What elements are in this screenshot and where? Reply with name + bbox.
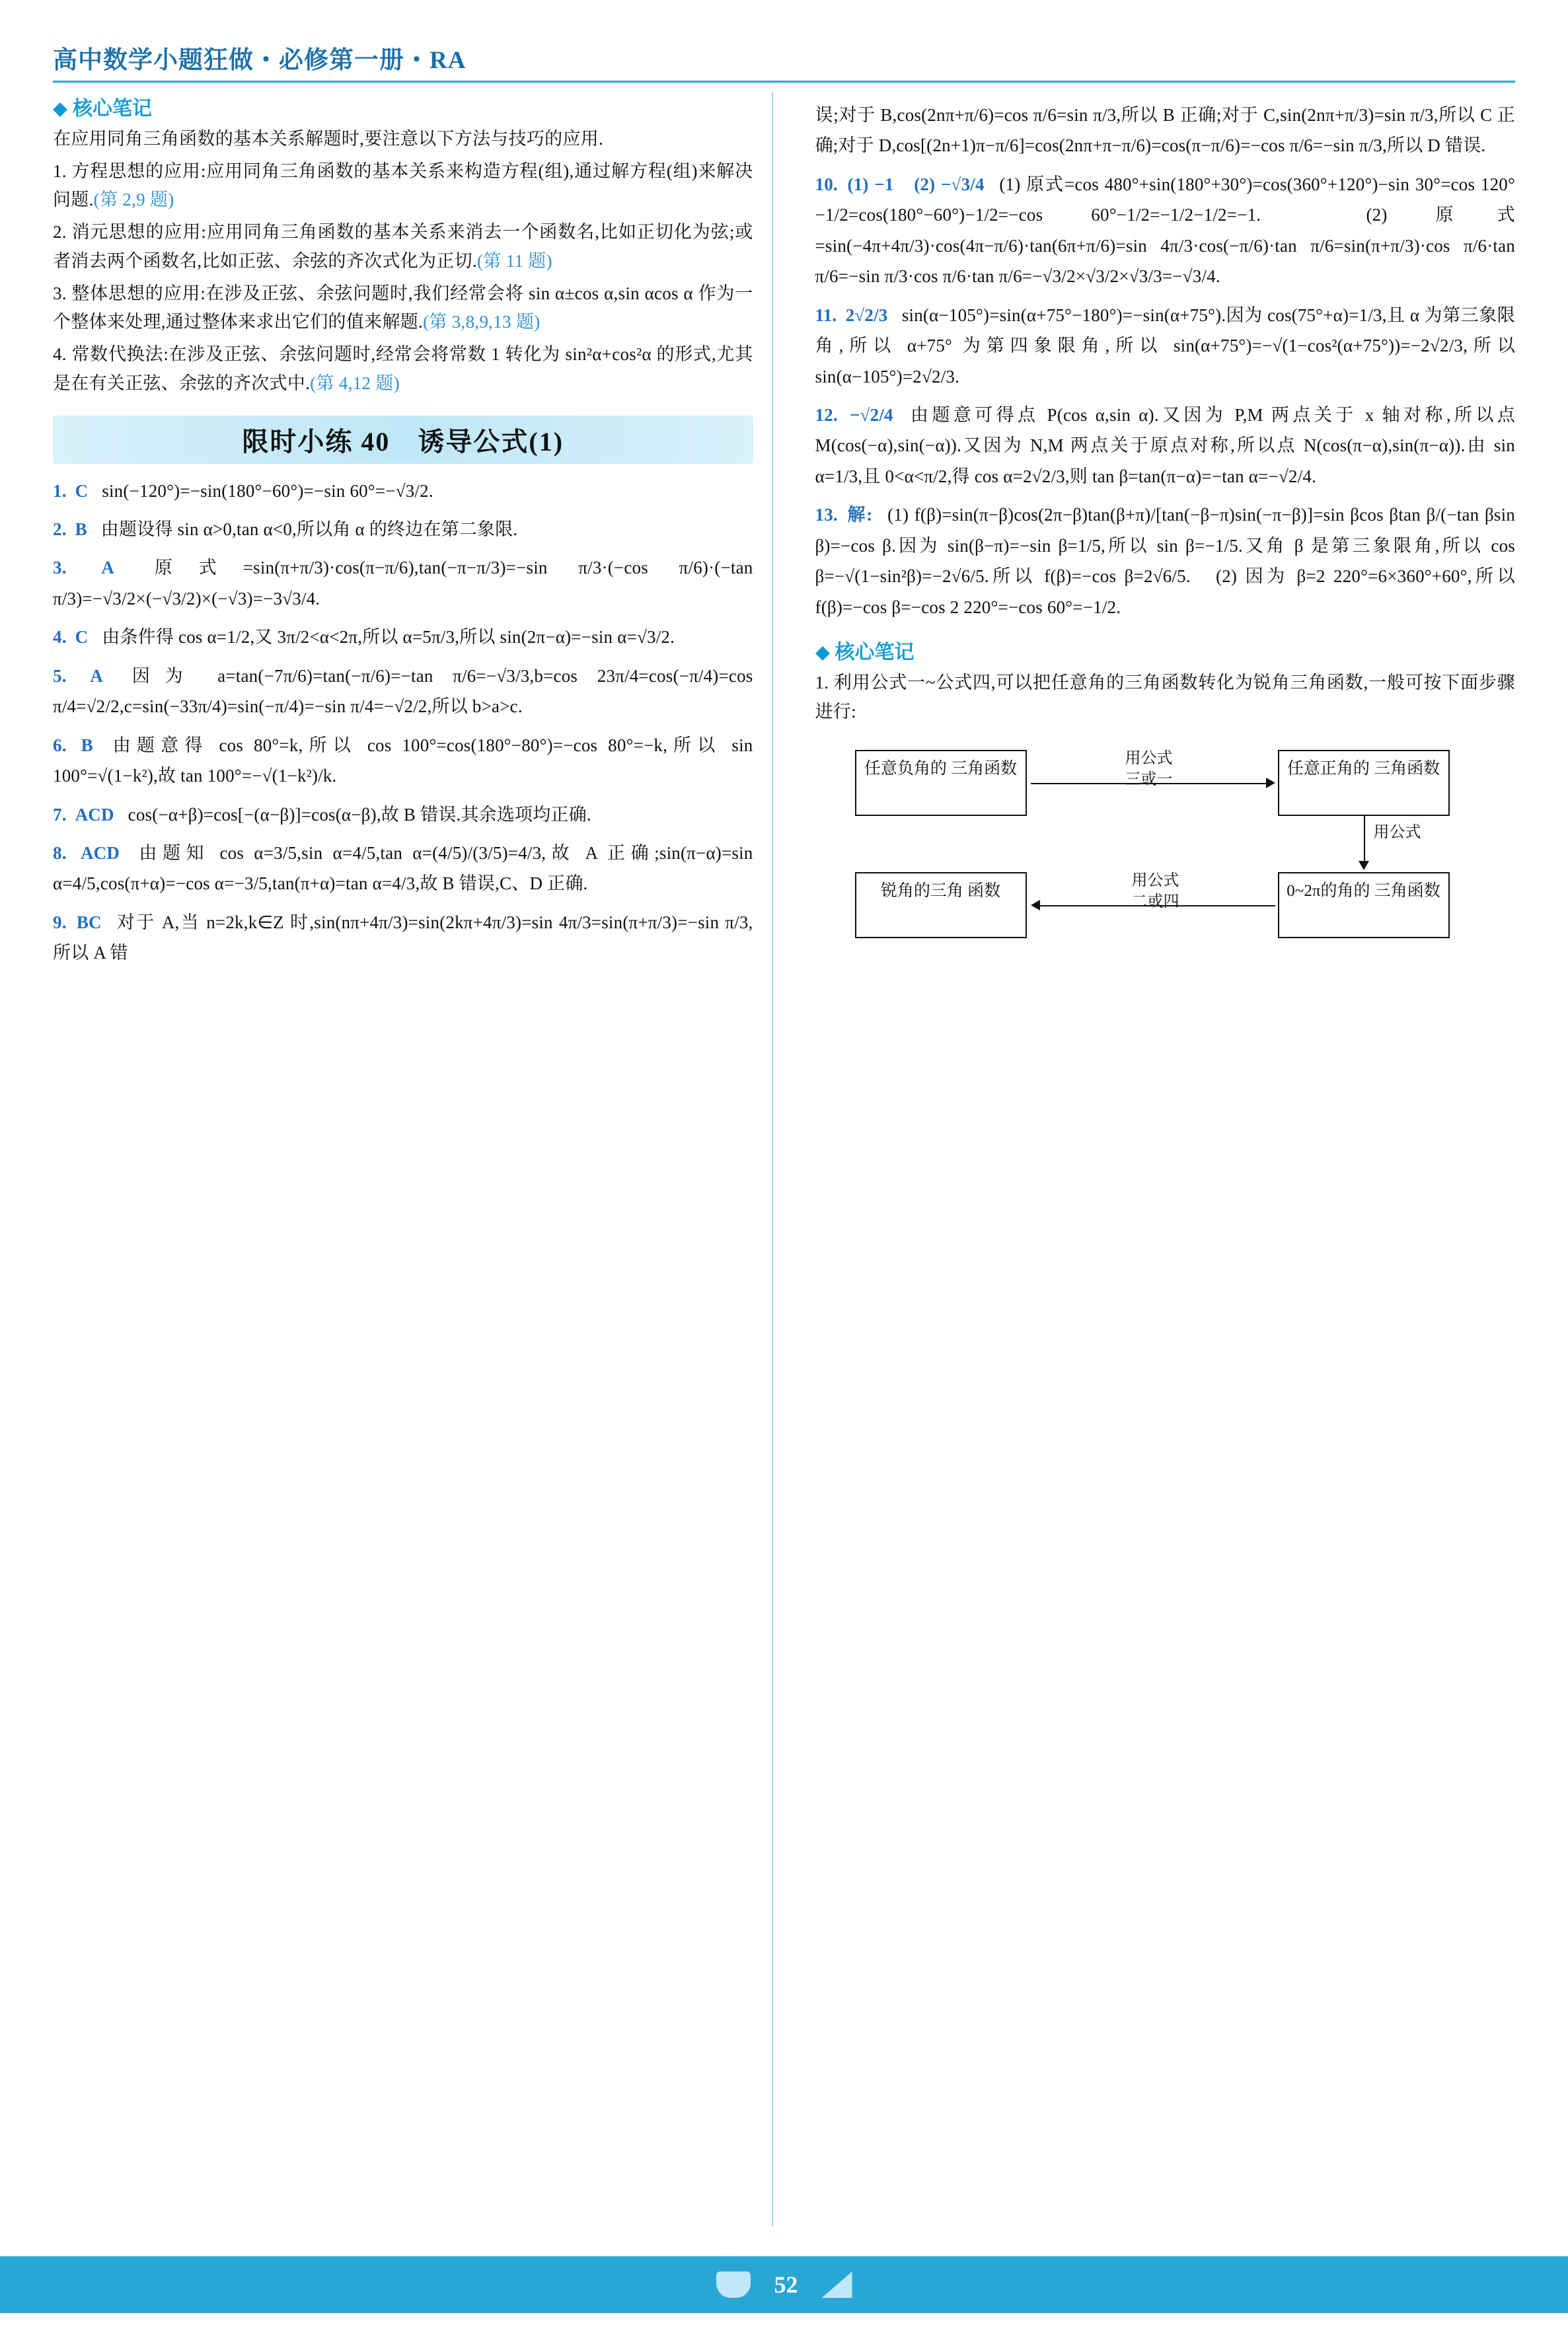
answer-key: A — [101, 558, 115, 578]
answer-text: 因为 a=tan(−7π/6)=tan(−π/6)=−tan π/6=−√3/3,b=cos 23π/4=cos(−π/4)=cos π/4=√2/2,c=sin(−33π/4)=sin(−π/4)=−sin π/4=−√2/2,所以 b>a>c. — [53, 665, 753, 717]
flow-label-3 — [1073, 871, 1238, 912]
two-column-body — [53, 92, 1515, 2226]
core-note-header-2 — [815, 636, 1516, 665]
answer-text: 对于 A,当 n=2k,k∈Z 时,sin(nπ+4π/3)=sin(2kπ+4π/3)=sin 4π/3=sin(π+π/3)=−sin π/3,所以 A 错 — [53, 912, 753, 963]
answer-item — [53, 838, 753, 899]
note-paragraph: 1. 方程思想的应用:应用同角三角函数的基本关系来构造方程(组),通过解方程(组)来解决问题.(第 2,9 题) — [53, 161, 753, 210]
answer-text: 由题意得 cos 80°=k,所以 cos 100°=cos(180°−80°)=−cos 80°=−k,所以 sin 100°=√(1−k²),故 tan 100°=−√(1−k²)/k. — [53, 735, 753, 786]
flowchart — [815, 737, 1516, 955]
answer-number: 1. — [53, 480, 67, 501]
answer-text: 由题设得 sin α>0,tan α<0,所以角 α 的终边在第二象限. — [100, 519, 518, 540]
note-paragraph: 4. 常数代换法:在涉及正弦、余弦问题时,经常会将常数 1 转化为 sin²α+cos²α 的形式,尤其是在有关正弦、余弦的齐次式中.(第 4,12 题) — [53, 344, 753, 393]
answer-key: C — [75, 480, 89, 501]
note-paragraph: 1. 利用公式一~公式四,可以把任意角的三角函数转化为锐角三角函数,一般可按下面步骤进行: — [815, 673, 1515, 721]
flow-label-1 — [1066, 749, 1232, 790]
section-title: 限时小练 40 诱导公式(1) — [53, 416, 753, 464]
answer-item — [53, 476, 753, 506]
answer-item — [815, 400, 1516, 492]
page-footer — [0, 2256, 1568, 2313]
note-paragraph: 3. 整体思想的应用:在涉及正弦、余弦问题时,我们经常会将 sin α±cos α,sin αcos α 作为一个整体来处理,通过整体来求出它们的值来解题.(第 3,8,9,13 题) — [53, 283, 753, 332]
answer-item — [815, 169, 1516, 292]
answer-text: (1) 原式=cos 480°+sin(180°+30°)=cos(360°+120°)−sin 30°=cos 120°−1/2=cos(180°−60°)−1/2=−cos 60°−1/2=−1/2−1/2=−1. (2) 原式=sin(−4π+4π/3)·cos(4π−π/6)·tan(6π+π/6)=sin 4π/3·cos(−π/6)·tan π/6=sin(π+π/3)·cos π/6·tan π/6=−sin π/3·cos π/6·tan π/6=−√3/2×√3/2×√3/3=−√3/4. — [815, 174, 1515, 287]
flow-arrow-head-3 — [1031, 900, 1040, 910]
answer-number: 10. — [815, 174, 838, 194]
core-note-header — [53, 92, 753, 121]
wave-icon — [716, 2271, 751, 2298]
flow-box-negative-angle: 任意负角的 三角函数 — [855, 750, 1027, 816]
answer-item — [53, 907, 753, 969]
page-number: 52 — [774, 2271, 798, 2298]
flow-label-2: 用公式 — [1373, 824, 1421, 842]
answer-text: 由题知 cos α=3/5,sin α=4/5,tan α=(4/5)/(3/5)=4/3,故 A 正确;sin(π−α)=sin α=4/5,cos(π+α)=−cos α=−3/5,tan(π+α)=tan α=4/3,故 B 错误,C、D 正确. — [53, 842, 753, 894]
core-note-body — [53, 125, 753, 398]
answer-number: 12. — [815, 404, 838, 425]
core-note-title-2: 核心笔记 — [835, 642, 915, 663]
answer-item — [53, 622, 753, 652]
answer-number: 9. — [53, 912, 67, 932]
left-column — [53, 92, 773, 2226]
answer-text: cos(−α+β)=cos[−(α−β)]=cos(α−β),故 B 错误.其余选项均正确. — [128, 804, 591, 825]
answer-number: 13. — [815, 505, 838, 525]
right-column — [809, 92, 1516, 2226]
note-ref: (第 2,9 题) — [93, 190, 174, 210]
answer-key: B — [75, 519, 87, 540]
answer-number: 6. — [53, 735, 67, 755]
flow-box-positive-angle: 任意正角的 三角函数 — [1278, 750, 1450, 816]
diamond-icon — [815, 639, 830, 653]
core-note-title: 核心笔记 — [73, 98, 152, 120]
note-paragraph: 2. 消元思想的应用:应用同角三角函数的基本关系来消去一个函数名,比如正切化为弦;或者消去两个函数名,比如正弦、余弦的齐次式化为正切.(第 11 题) — [53, 222, 753, 271]
answer-item — [53, 661, 753, 722]
answer-key: BC — [76, 912, 102, 932]
answer-text: 原式=sin(π+π/3)·cos(π−π/6),tan(−π−π/3)=−sin π/3·(−cos π/6)·(−tan π/3)=−√3/2×(−√3/2)×(−√3)=−3√3/4. — [53, 558, 753, 609]
note-ref: (第 3,8,9,13 题) — [423, 312, 541, 332]
flow-label-3-line2: 二或四 — [1131, 893, 1179, 910]
book-title: 高中数学小题狂做・必修第一册・RA — [53, 47, 467, 74]
answer-key: C — [75, 627, 89, 647]
answer-key: 解: — [847, 505, 873, 525]
answer-item — [53, 799, 753, 830]
answer-number: 11. — [815, 305, 837, 325]
note-paragraph: 在应用同角三角函数的基本关系解题时,要注意以下方法与技巧的应用. — [53, 129, 604, 149]
flow-box-0-2pi-angle: 0~2π的角的 三角函数 — [1278, 872, 1450, 938]
answer-item — [53, 730, 753, 792]
flow-label-3-line1: 用公式 — [1131, 872, 1179, 890]
answer-item — [53, 514, 753, 544]
answer-text: 由题意可得点 P(cos α,sin α).又因为 P,M 两点关于 x 轴对称,所以点 M(cos(−α),sin(−α)).又因为 N,M 两点关于原点对称,所以点 N(cos(π−α),sin(π−α)).由 sin α=1/3,且 0<α<π/2,得 cos α=2√2/3,则 tan β=tan(π−α)=−tan α=−√2/4. — [815, 404, 1516, 486]
answer-key: −√2/4 — [850, 404, 893, 425]
note-ref: (第 4,12 题) — [310, 373, 400, 393]
answer-number: 7. — [53, 804, 67, 825]
answer-item — [815, 300, 1516, 392]
answer-key: ACD — [80, 842, 120, 863]
answer-number: 3. — [53, 558, 67, 578]
answer-item — [815, 499, 1516, 622]
answer-key: B — [81, 735, 93, 755]
answer-key: 2√2/3 — [845, 305, 888, 325]
answer-key: (1) −1 (2) −√3/4 — [847, 174, 985, 194]
answer-number: 4. — [53, 627, 67, 647]
answer-text: 由条件得 cos α=1/2,又 3π/2<α<2π,所以 α=5π/3,所以 sin(2π−α)=−sin α=√3/2. — [102, 627, 675, 647]
answer-key: A — [90, 665, 104, 686]
answer-item — [53, 552, 753, 614]
diamond-icon — [53, 95, 67, 110]
flow-arrow-head-1 — [1266, 778, 1275, 788]
answer-number: 5. — [53, 665, 67, 686]
answer-continuation: 误;对于 B,cos(2nπ+π/6)=cos π/6=sin π/3,所以 B 正确;对于 C,sin(2nπ+π/3)=sin π/3,所以 C 正确;对于 D,cos[(2n+1)π−π/6]=cos(2nπ+π−π/6)=cos(π−π/6)=−cos π/6=−sin π/3,所以 D 错误. — [815, 105, 1515, 156]
flow-box-acute-angle: 锐角的三角 函数 — [855, 872, 1027, 938]
flow-arrow-head-2 — [1359, 861, 1369, 870]
flow-label-1-line1: 用公式 — [1125, 750, 1173, 768]
note-ref: (第 11 题) — [477, 250, 552, 271]
answer-number: 8. — [53, 842, 67, 863]
flow-arrow-2 — [1364, 816, 1365, 861]
core-note-body-2 — [815, 669, 1516, 726]
answer-key: ACD — [75, 804, 114, 825]
answer-text: sin(α−105°)=sin(α+75°−180°)=−sin(α+75°).因为 cos(75°+α)=1/3,且 α 为第三象限角,所以 α+75° 为第四象限角,所以 sin(α+75°)=−√(1−cos²(α+75°))=−2√2/3,所以 sin(α−105°)=2√2/3. — [815, 305, 1515, 387]
triangle-icon — [822, 2271, 852, 2298]
flow-label-1-line2: 三或一 — [1125, 770, 1173, 788]
page-header — [53, 40, 1515, 83]
answer-text: sin(−120°)=−sin(180°−60°)=−sin 60°=−√3/2. — [102, 480, 433, 501]
answer-text: (1) f(β)=sin(π−β)cos(2π−β)tan(β+π)/[tan(−β−π)sin(−π−β)]=sin βcos βtan β/(−tan βsin β)=−cos β.因为 sin(β−π)=−sin β=1/5,所以 sin β=−1/5.又角 β 是第三象限角,所以 cos β=−√(1−sin²β)=−2√6/5.所以 f(β)=−cos β=2√6/5. (2) 因为 β=2 220°=6×360°+60°,所以 f(β)=−cos β=−cos 2 220°=−cos 60°=−1/2. — [815, 505, 1515, 617]
answer-number: 2. — [53, 519, 67, 540]
